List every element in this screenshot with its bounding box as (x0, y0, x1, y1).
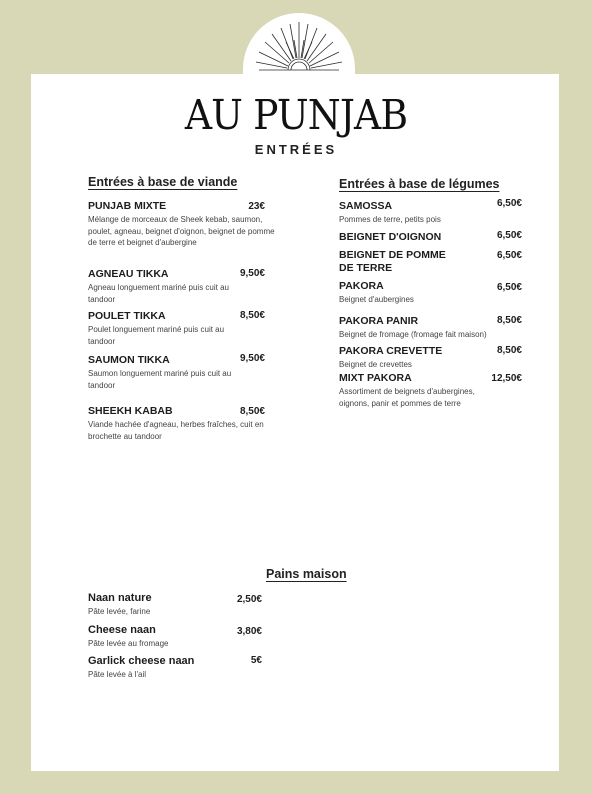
menu-item (88, 354, 248, 391)
menu-subtitle: ENTRÉES (254, 142, 338, 157)
item-description: Saumon longuement mariné puis cuit au tandoor (88, 369, 232, 390)
item-name: PAKORA PANIR (339, 315, 419, 327)
item-price: 6,50€ (496, 250, 522, 261)
item-name: Naan nature (88, 592, 152, 604)
item-description: Mélange de morceaux de Sheek kebab, saumon, poulet, agneau, beignet d'oignon, beignet de pomme de terre et beignet d'aubergine (88, 215, 275, 247)
item-name: PAKORA (339, 280, 384, 292)
item-price: 23€ (248, 201, 265, 212)
item-name: PUNJAB MIXTE (88, 200, 167, 212)
section-title-viande: Entrées à base de viande (88, 175, 238, 189)
item-description: Pâte levée, farine (88, 607, 151, 616)
menu-item (339, 372, 499, 409)
item-description: Beignet de fromage (fromage fait maison) (339, 330, 487, 339)
item-price: 2,50€ (236, 594, 262, 605)
item-price: 8,50€ (496, 345, 522, 356)
item-price: 6,50€ (496, 282, 522, 293)
item-name: POULET TIKKA (88, 310, 166, 322)
item-price: 9,50€ (239, 353, 265, 364)
section-title-pains: Pains maison (266, 567, 347, 581)
item-price: 8,50€ (239, 406, 265, 417)
item-name: SAUMON TIKKA (88, 354, 170, 366)
item-price: 9,50€ (239, 268, 265, 279)
item-name: SAMOSSA (339, 200, 393, 212)
menu-item (88, 310, 248, 347)
item-price: 8,50€ (239, 310, 265, 321)
item-description: Poulet longuement mariné puis cuit au tandoor (88, 325, 225, 346)
item-name: BEIGNET D'OIGNON (339, 231, 442, 243)
item-description: Beignet de crevettes (339, 360, 412, 369)
menu-item (88, 268, 248, 305)
item-name: MIXT PAKORA (339, 372, 412, 384)
item-name: SHEEKH KABAB (88, 405, 173, 417)
item-name: Cheese naan (88, 624, 156, 636)
restaurant-title: AU PUNJAB (184, 91, 408, 139)
menu-item (339, 345, 489, 371)
item-name: PAKORA CREVETTE (339, 345, 443, 357)
menu-item (339, 280, 489, 306)
item-description: Viande hachée d'agneau, herbes fraîches, cuit en brochette au tandoor (88, 420, 264, 441)
item-price: 12,50€ (491, 373, 522, 384)
item-description: Pâte levée à l'ail (88, 670, 147, 679)
sunburst-icon (254, 18, 344, 78)
item-description: Agneau longuement mariné puis cuit au tandoor (88, 283, 229, 304)
item-name: Garlick cheese naan (88, 655, 195, 667)
menu-item (339, 200, 489, 226)
item-description: Pâte levée au fromage (88, 639, 169, 648)
item-price: 6,50€ (496, 198, 522, 209)
item-name: BEIGNET DE POMME DE TERRE (339, 249, 446, 274)
item-price: 8,50€ (496, 315, 522, 326)
menu-item (339, 231, 489, 244)
item-description: Pommes de terre, petits pois (339, 215, 441, 224)
item-description: Assortiment de beignets d'aubergines, oignons, panir et pommes de terre (339, 387, 475, 408)
item-price: 5€ (250, 655, 262, 666)
section-title-legumes: Entrées à base de légumes (339, 177, 500, 191)
menu-item (339, 249, 489, 275)
item-description: Beignet d'aubergines (339, 295, 414, 304)
item-price: 3,80€ (236, 626, 262, 637)
item-price: 6,50€ (496, 230, 522, 241)
item-name: AGNEAU TIKKA (88, 268, 169, 280)
